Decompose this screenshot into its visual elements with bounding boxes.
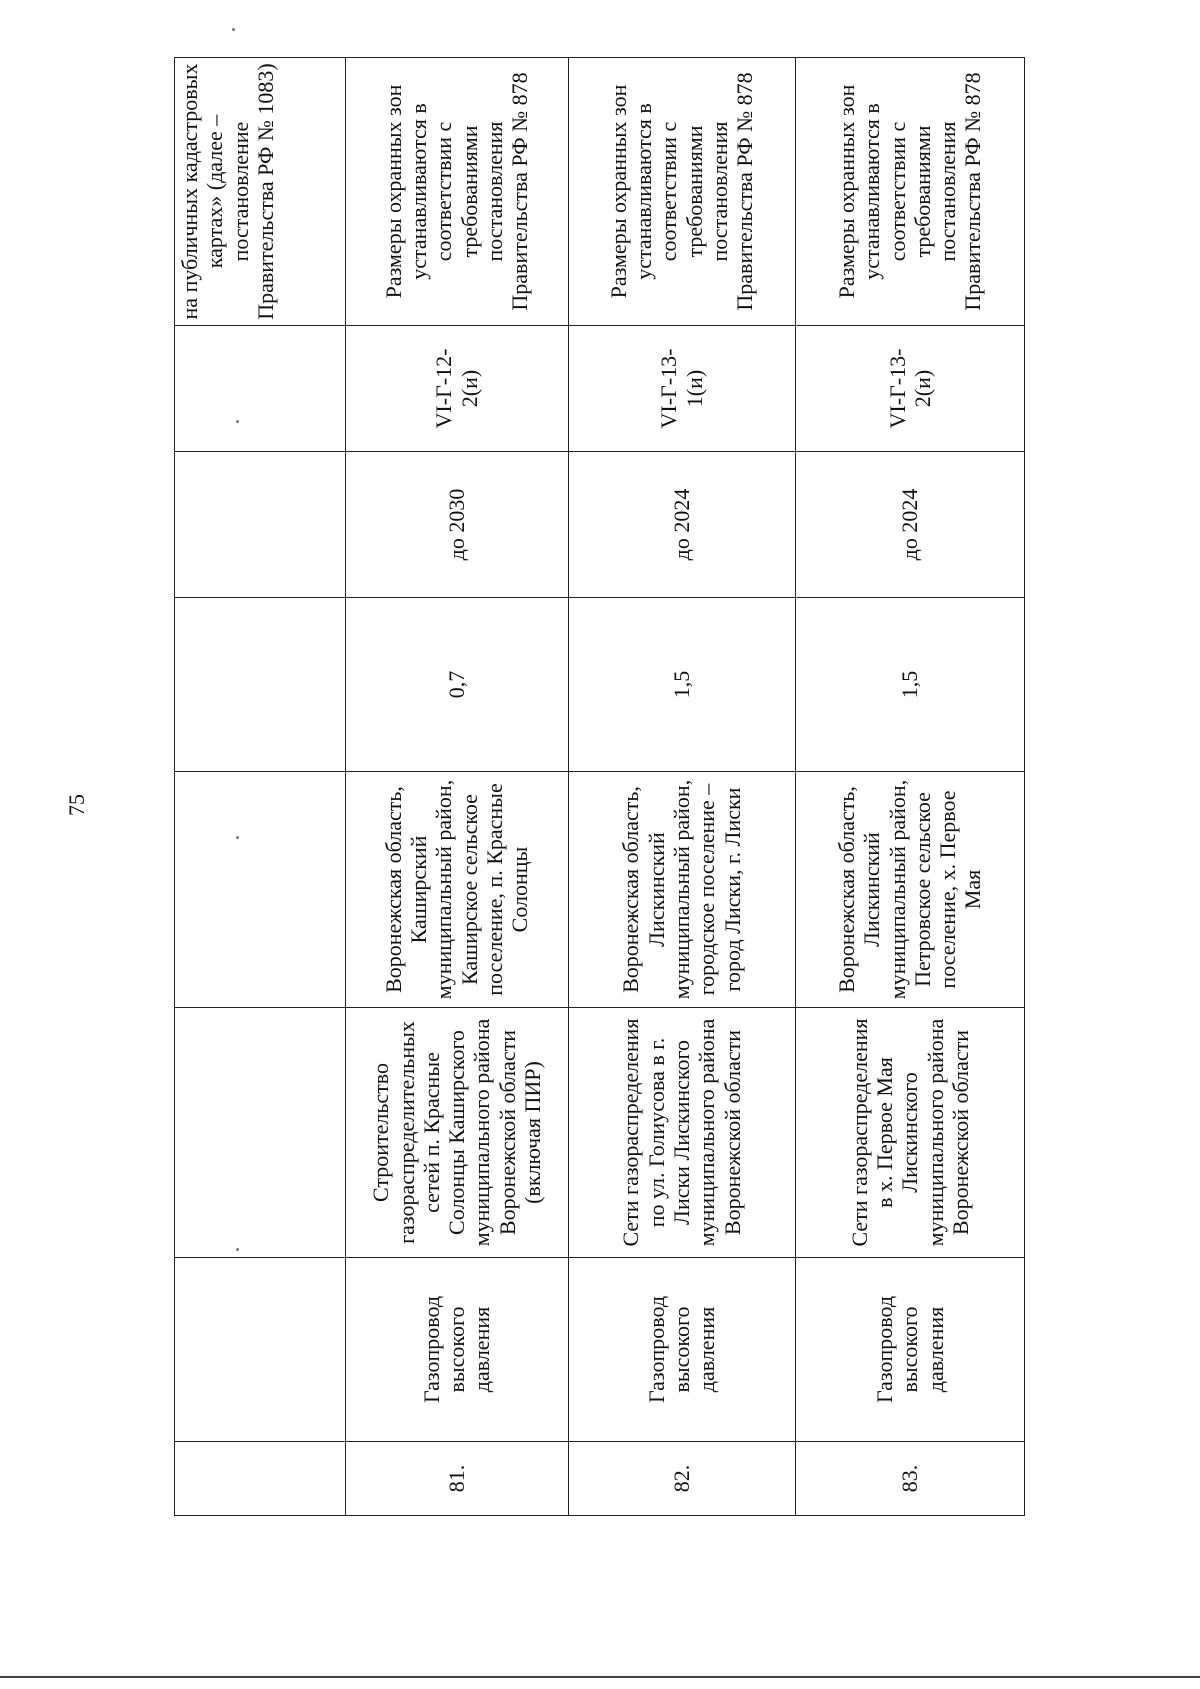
cell-note: Размеры охранных зон устанавливаются в соответствии с требованиями постановления Правительства РФ № 878: [568, 58, 795, 326]
cell-deadline: до 2030: [345, 452, 568, 598]
cell-name: [175, 1008, 346, 1258]
cell-note: Размеры охранных зон устанавливаются в соответствии с требованиями постановления Правительства РФ № 878: [795, 58, 1024, 326]
scan-speck: [232, 28, 235, 31]
cell-num: 81.: [345, 1442, 568, 1516]
cell-location: Воронежская область, Лискинский муниципальный район, городское поселение – город Лиски, г. Лиски: [568, 772, 795, 1008]
cell-type: Газопровод высокого давления: [795, 1258, 1024, 1442]
cell-code: VI-Г-13-1(и): [568, 326, 795, 452]
cell-note: Размеры охранных зон устанавливаются в соответствии с требованиями постановления Правительства РФ № 878: [345, 58, 568, 326]
cell-location: Воронежская область, Лискинский муниципальный район, Петровское сельское поселение, х. Первое Мая: [795, 772, 1024, 1008]
scan-edge-line: [0, 1676, 1200, 1678]
cell-type: [175, 1258, 346, 1442]
cell-value: [175, 598, 346, 772]
cell-num: 82.: [568, 1442, 795, 1516]
cell-code: VI-Г-13-2(и): [795, 326, 1024, 452]
cell-value: 1,5: [795, 598, 1024, 772]
cell-num: 83.: [795, 1442, 1024, 1516]
table-row: [345, 58, 568, 1516]
cell-deadline: [175, 452, 346, 598]
table-rotator: [174, 58, 1025, 1516]
cell-code: [175, 326, 346, 452]
table-row: [795, 58, 1024, 1516]
table-row-continuation: [175, 58, 346, 1516]
cell-note: на публичных кадастровых картах» (далее – постановление Правительства РФ № 1083): [175, 58, 346, 326]
page-number: 75: [64, 794, 89, 816]
cell-location: [175, 772, 346, 1008]
cell-deadline: до 2024: [795, 452, 1024, 598]
cell-code: VI-Г-12-2(и): [345, 326, 568, 452]
table-row: [568, 58, 795, 1516]
cell-value: 0,7: [345, 598, 568, 772]
cell-name: Сети газораспределения по ул. Голиусова в г. Лиски Лискинского муниципального района Воронежской области: [568, 1008, 795, 1258]
cell-num: [175, 1442, 346, 1516]
cell-value: 1,5: [568, 598, 795, 772]
cell-type: Газопровод высокого давления: [568, 1258, 795, 1442]
cell-name: Строительство газораспределительных сетей п. Красные Солонцы Каширского муниципального района Воронежской области (включая ПИР): [345, 1008, 568, 1258]
cell-name: Сети газораспределения в х. Первое Мая Лискинского муниципального района Воронежской области: [795, 1008, 1024, 1258]
cell-location: Воронежская область, Каширский муниципальный район, Каширское сельское поселение, п. Красные Солонцы: [345, 772, 568, 1008]
cell-type: Газопровод высокого давления: [345, 1258, 568, 1442]
data-table: [174, 57, 1025, 1516]
cell-deadline: до 2024: [568, 452, 795, 598]
